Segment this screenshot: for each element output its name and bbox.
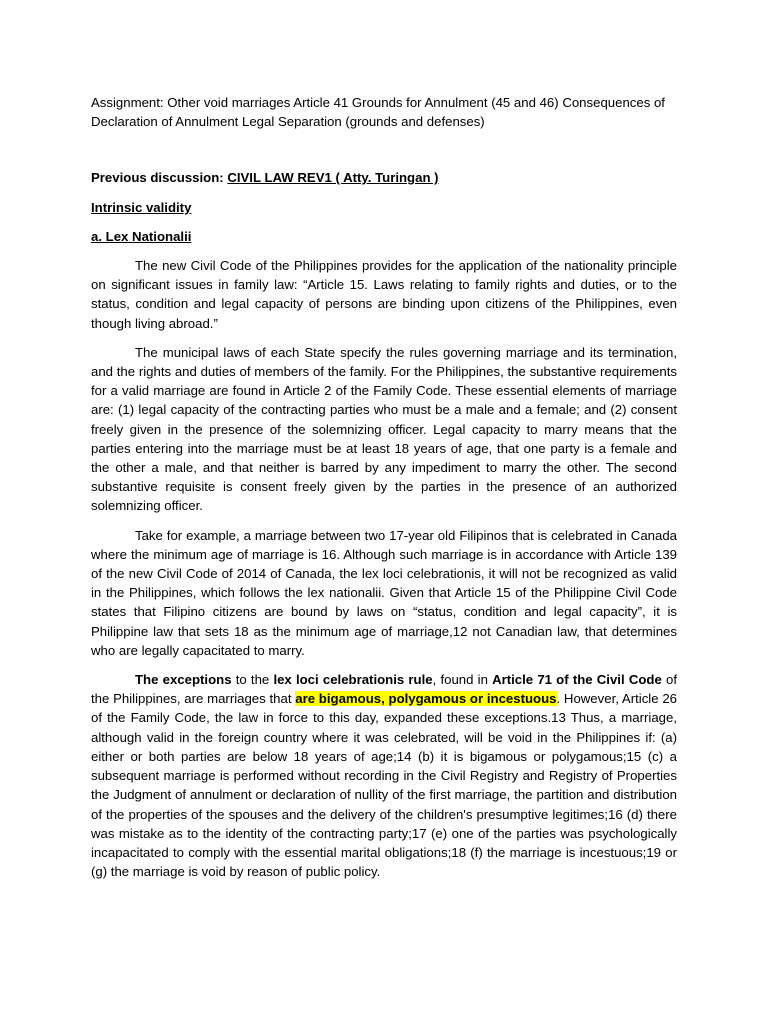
assignment-text: Assignment: Other void marriages Article 41 Grounds for Annulment (45 and 46) Consequences of Declaration of Annulment Legal Separation (grounds and defenses): [91, 95, 665, 130]
paragraph-4: [91, 670, 677, 881]
previous-discussion-label: Previous discussion:: [91, 170, 228, 186]
p4-highlight: are bigamous, polygamous or incestuous: [295, 691, 557, 707]
previous-discussion-line: [91, 168, 677, 187]
p4-rule: lex loci celebrationis rule: [273, 672, 433, 688]
previous-discussion-course: CIVIL LAW REV1 ( Atty. Turingan ): [227, 170, 439, 186]
paragraph-2: The municipal laws of each State specify the rules governing marriage and its termination, and the rights and duties of members of the family. For the Philippines, the substantive requirements for a valid marriage are found in Article 2 of the Family Code. These essential elements of marriage are: (1) legal capacity of the contracting parties who must be a male and a female; and (2) consent freely given in the presence of the solemnizing officer. Legal capacity to marry means that the parties entering into the marriage must be at least 18 years of age, that one party is a female and the other a male, and that neither is barred by any impediment to marry the other. The second substantive requisite is consent freely given by the parties in the presence of an authorized solemnizing officer.: [91, 344, 677, 514]
p4-text-1: to the: [231, 672, 274, 688]
heading-intrinsic-validity: [91, 198, 677, 217]
p4-text-3: of the Philippines, are marriages that: [91, 672, 677, 707]
p4-text-2: , found in: [432, 672, 493, 688]
paragraph-1: The new Civil Code of the Philippines provides for the application of the nationality principle on significant issues in family law: “Article 15. Laws relating to family rights and duties, or to the status, condition and legal capacity of persons are binding upon citizens of the Philippines, even though living abroad.”: [91, 258, 677, 331]
p4-article-71: Article 71 of the Civil Code: [492, 672, 662, 688]
p4-exceptions: The exceptions: [135, 672, 232, 688]
heading-lex-text: a. Lex Nationalii: [91, 228, 192, 244]
heading-lex-nationalii: [91, 227, 677, 246]
paragraph-3: Take for example, a marriage between two 17-year old Filipinos that is celebrated in Canada where the minimum age of marriage is 16. Although such marriage is in accordance with Article 139 of the new Civil Code of 2014 of Canada, the lex loci celebrationis, it will not be recognized as valid in the Philippines, which follows the lex nationalii. Given that Article 15 of the Philippine Civil Code states that Filipino citizens are bound by laws on “status, condition and legal capacity”, it is Philippine law that sets 18 as the minimum age of marriage,12 not Canadian law, that determines who are legally capacitated to marry.: [91, 527, 677, 658]
p4-text-4: . However, Article 26 of the Family Code, the law in force to this day, expanded these exceptions.13 Thus, a marriage, although valid in the foreign country where it was celebrated, will be void in the Philippines if: (a) either or both parties are below 18 years of age;14 (b) it is bigamous or polygamous;15 (c) a subsequent marriage is performed without recording in the Civil Registry and Registry of Properties the Judgment of annulment or declaration of nullity of the first marriage, the partition and distribution of the properties of the spouses and the delivery of the children's presumptive legitimes;16 (d) there was mistake as to the identity of the contracting party;17 (e) one of the parties was psychologically incapacitated to comply with the essential marital obligations;18 (f) the marriage is incestuous;19 or (g) the marriage is void by reason of public policy.: [91, 691, 677, 880]
heading-intrinsic-text: Intrinsic validity: [91, 199, 192, 215]
